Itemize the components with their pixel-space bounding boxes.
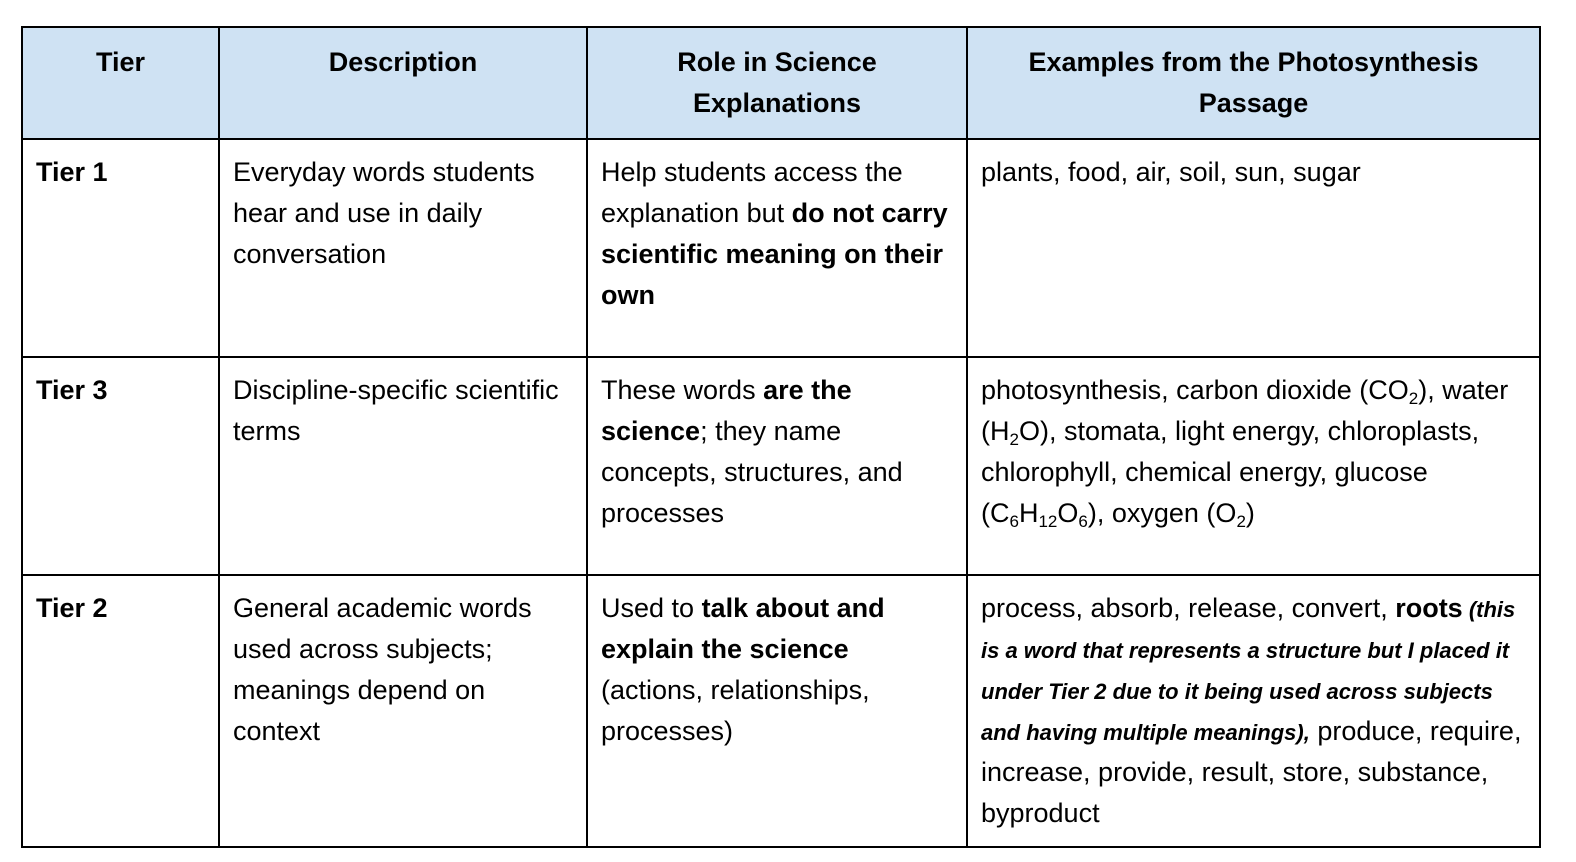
subscript: 6 — [1009, 512, 1019, 531]
tier-label: Tier 2 — [22, 575, 219, 847]
examples-text: O), stomata, light energy, chloroplasts, chlorophyll, chemical energy, glucose (C — [981, 416, 1480, 528]
subscript: 12 — [1038, 512, 1058, 531]
table-row-tier-2 — [22, 575, 1540, 847]
examples-text: O — [1057, 498, 1079, 528]
role-cell — [587, 575, 967, 847]
tier-label: Tier 3 — [22, 357, 219, 575]
examples-text: produce, require, increase, provide, result, store, substance, byproduct — [981, 716, 1522, 828]
header-description: Description — [219, 27, 587, 139]
examples-text: process, absorb, release, convert, — [981, 593, 1396, 623]
subscript: 2 — [1236, 512, 1246, 531]
description-cell: Everyday words students hear and use in daily conversation — [219, 139, 587, 357]
table-row-tier-1 — [22, 139, 1540, 357]
role-emphasis: talk about and explain the science — [601, 593, 885, 664]
examples-text: H — [1018, 498, 1039, 528]
subscript: 6 — [1078, 512, 1088, 531]
role-emphasis: do not carry scientific meaning on their own — [601, 198, 948, 310]
description-cell: General academic words used across subjects; meanings depend on context — [219, 575, 587, 847]
table-row-tier-3 — [22, 357, 1540, 575]
examples-text: photosynthesis, carbon dioxide (CO — [981, 375, 1409, 405]
subscript: 2 — [1408, 389, 1419, 408]
subscript: 2 — [1009, 430, 1019, 449]
role-text: ; they name concepts, structures, and processes — [601, 416, 903, 528]
tier-label: Tier 1 — [22, 139, 219, 357]
role-text: These words — [601, 375, 764, 405]
examples-cell: plants, food, air, soil, sun, sugar — [967, 139, 1540, 357]
examples-cell — [967, 575, 1540, 847]
vocabulary-tier-table — [21, 26, 1541, 848]
role-text: Help students access the explanation but — [601, 157, 903, 228]
header-examples: Examples from the Photosynthesis Passage — [967, 27, 1540, 139]
header-role: Role in Science Explanations — [587, 27, 967, 139]
role-cell — [587, 357, 967, 575]
description-cell: Discipline-specific scientific terms — [219, 357, 587, 575]
examples-text: ), water (H — [981, 375, 1509, 446]
role-emphasis: are the science — [601, 375, 852, 446]
header-tier: Tier — [22, 27, 219, 139]
role-text: Used to — [601, 593, 702, 623]
examples-note: (this is a word that represents a structure but I placed it under Tier 2 due to it being used across subjects and having multiple meanings), — [981, 597, 1516, 745]
examples-text: ) — [1245, 498, 1255, 528]
role-cell — [587, 139, 967, 357]
examples-text: ), oxygen (O — [1087, 498, 1237, 528]
role-text: (actions, relationships, processes) — [601, 675, 870, 746]
examples-emphasis: roots — [1395, 593, 1463, 623]
table-header-row — [22, 27, 1540, 139]
examples-cell — [967, 357, 1540, 575]
